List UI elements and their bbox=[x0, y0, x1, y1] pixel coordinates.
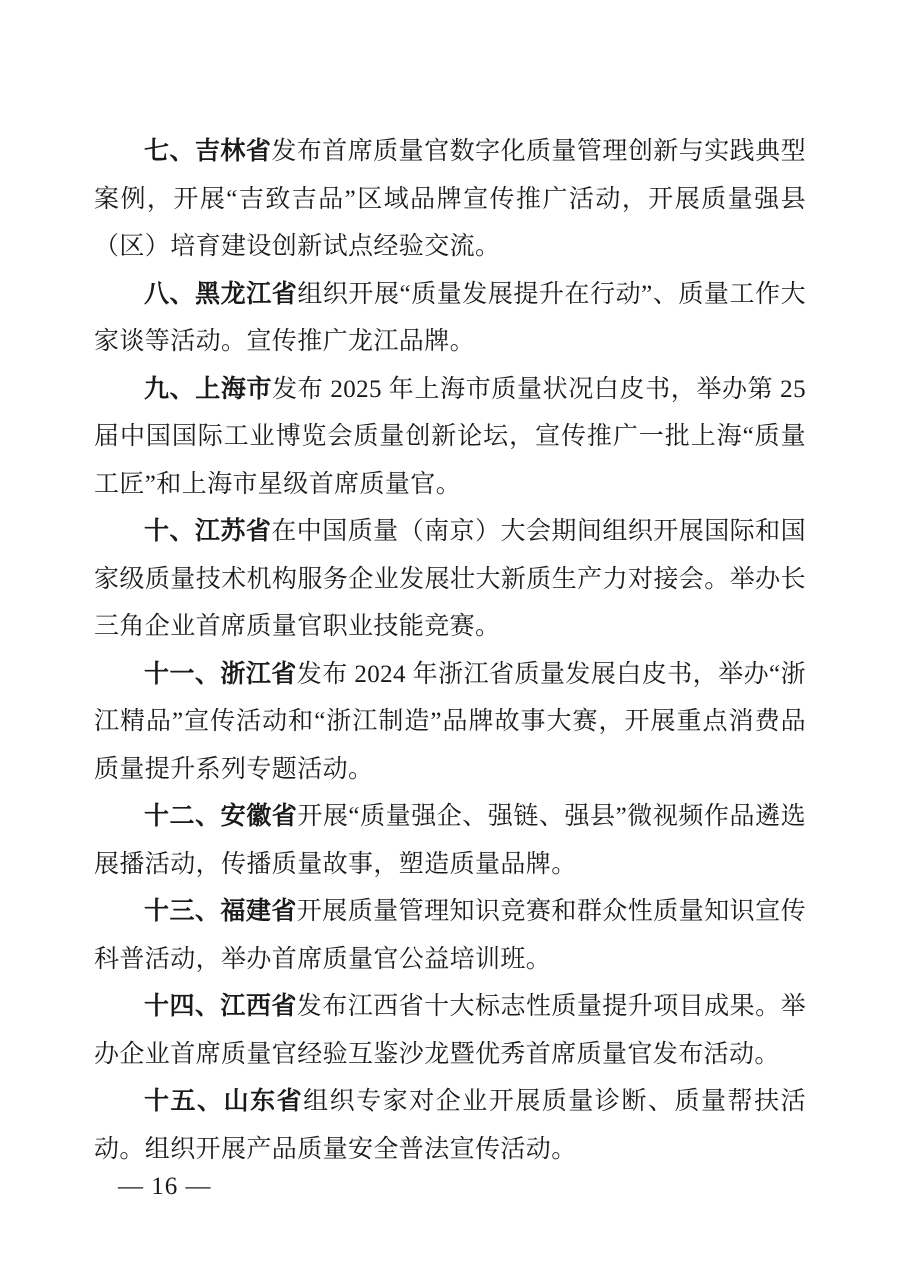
paragraph-lead: 十、江苏省 bbox=[144, 517, 272, 545]
paragraph-text: 开展“质量强企、强链、强县”微视频作品遴选展播活动，传播质量故事，塑造质量品牌。 bbox=[94, 803, 806, 878]
paragraph-lead: 七、吉林省 bbox=[144, 137, 272, 165]
paragraph bbox=[94, 128, 806, 271]
paragraph bbox=[94, 1078, 806, 1173]
paragraph-lead: 十四、江西省 bbox=[144, 992, 297, 1020]
paragraph-lead: 十二、安徽省 bbox=[144, 802, 298, 830]
paragraph-lead: 八、黑龙江省 bbox=[144, 279, 298, 308]
paragraph-text: 发布首席质量官数字化质量管理创新与实践典型案例，开展“吉致吉品”区域品牌宣传推广活动，开展质量强县（区）培育建设创新试点经验交流。 bbox=[94, 138, 806, 260]
page-number-label: — 16 — bbox=[118, 1173, 212, 1200]
paragraph bbox=[94, 651, 806, 794]
document-body bbox=[94, 128, 806, 1173]
paragraph-text: 发布江西省十大标志性质量提升项目成果。举办企业首席质量官经验互鉴沙龙暨优秀首席质量官发布活动。 bbox=[94, 993, 806, 1068]
paragraph bbox=[94, 366, 806, 509]
page-number bbox=[118, 1163, 212, 1211]
paragraph-text: 发布 2024 年浙江省质量发展白皮书，举办“浙江精品”宣传活动和“浙江制造”品牌故事大赛，开展重点消费品质量提升系列专题活动。 bbox=[94, 660, 806, 783]
paragraph-text: 发布 2025 年上海市质量状况白皮书，举办第 25 届中国国际工业博览会质量创新论坛，宣传推广一批上海“质量工匠”和上海市星级首席质量官。 bbox=[94, 375, 806, 498]
paragraph bbox=[94, 271, 806, 366]
paragraph-text: 组织专家对企业开展质量诊断、质量帮扶活动。组织开展产品质量安全普法宣传活动。 bbox=[94, 1088, 806, 1163]
paragraph bbox=[94, 508, 806, 651]
paragraph-lead: 十五、山东省 bbox=[144, 1087, 304, 1115]
paragraph-lead: 九、上海市 bbox=[144, 374, 273, 403]
paragraph-text: 开展质量管理知识竞赛和群众性质量知识宣传科普活动，举办首席质量官公益培训班。 bbox=[94, 898, 806, 973]
paragraph-text: 组织开展“质量发展提升在行动”、质量工作大家谈等活动。宣传推广龙江品牌。 bbox=[94, 280, 806, 355]
paragraph bbox=[94, 793, 806, 888]
paragraph bbox=[94, 888, 806, 983]
paragraph-text: 在中国质量（南京）大会期间组织开展国际和国家级质量技术机构服务企业发展壮大新质生产力对接会。举办长三角企业首席质量官职业技能竞赛。 bbox=[94, 518, 806, 640]
paragraph bbox=[94, 983, 806, 1078]
paragraph-lead: 十一、浙江省 bbox=[144, 659, 297, 688]
paragraph-lead: 十三、福建省 bbox=[144, 897, 297, 925]
